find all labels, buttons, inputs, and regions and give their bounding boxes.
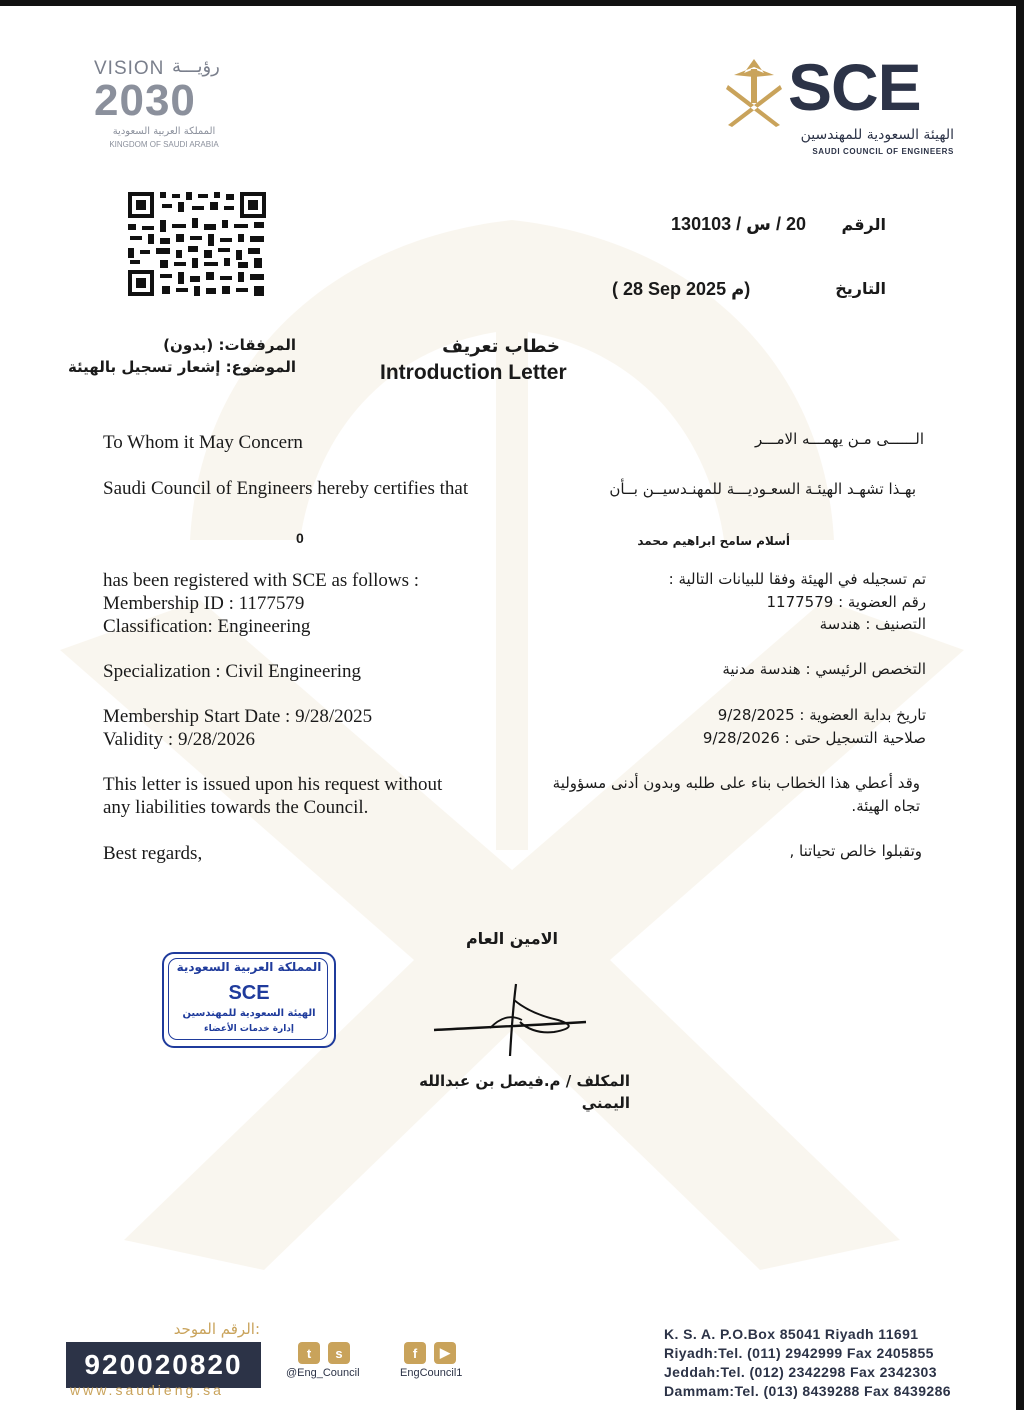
stamp-logo: SCE	[228, 982, 270, 1004]
palm-swords-icon	[724, 55, 784, 127]
issued-line2-ar: تجاه الهيئة.	[851, 797, 920, 815]
official-stamp	[162, 952, 336, 1048]
greeting-ar: الــــــى مـن يهمـــه الامـــر	[755, 430, 924, 448]
snapchat-icon[interactable]: s	[328, 1342, 350, 1364]
date-value: ( 28 Sep 2025 م)	[612, 279, 751, 299]
handwritten-signature	[430, 980, 590, 1064]
title-ar: خطاب تعريف	[442, 336, 560, 357]
unified-number-label: الرقم الموحد:	[173, 1320, 260, 1338]
contact-line: K. S. A. P.O.Box 85041 Riyadh 11691	[664, 1326, 919, 1342]
contact-line: Riyadh:Tel. (011) 2942999 Fax 2405855	[664, 1345, 934, 1361]
twitter-icon[interactable]: t	[298, 1342, 320, 1364]
greeting-en: To Whom it May Concern	[103, 432, 303, 453]
certifies-ar: بهـذا تشهـد الهيئـة السعـوديـــة للمهنـدسيــن بــأن	[609, 480, 916, 498]
classification-ar: التصنيف : هندسة	[819, 615, 926, 633]
signature-title: الامين العام	[465, 929, 558, 948]
name-en: 0	[296, 530, 304, 546]
reference-number-label: الرقم	[841, 215, 886, 234]
twitter-icons	[298, 1342, 350, 1364]
contact-block	[664, 1325, 964, 1401]
twitter-handle[interactable]: @Eng_Council	[286, 1367, 360, 1379]
issued-line1-en: This letter is issued upon his request without	[103, 774, 443, 795]
title-en: Introduction Letter	[380, 361, 567, 384]
facebook-handle[interactable]: EngCouncil1	[400, 1367, 463, 1379]
start-date-ar: تاريخ بداية العضوية : 9/28/2025	[717, 706, 926, 724]
stamp-line2: الهيئة السعودية للمهندسين	[182, 1008, 316, 1019]
sce-name-ar: الهيئة السعودية للمهندسين	[800, 127, 954, 143]
vision-title: VISION	[94, 58, 165, 79]
vision-kingdom-en: KINGDOM OF SAUDI ARABIA	[109, 140, 219, 149]
scan-border-top	[0, 0, 1024, 6]
youtube-icon[interactable]: ▶	[434, 1342, 456, 1364]
signer-name: المكلف / م.فيصل بن عبدالله اليمني	[419, 1072, 630, 1112]
certifies-en: Saudi Council of Engineers hereby certifies that	[103, 478, 469, 499]
contact-line: Jeddah:Tel. (012) 2342298 Fax 2342303	[664, 1364, 937, 1380]
sce-name-en: SAUDI COUNCIL OF ENGINEERS	[812, 147, 954, 156]
facebook-icons	[404, 1342, 456, 1364]
reference-number-value: 20 / س / 130103	[671, 214, 806, 234]
unified-number: 920020820	[66, 1342, 261, 1388]
attachments: المرفقات: (بدون)	[163, 336, 296, 354]
regards-en: Best regards,	[103, 843, 203, 864]
vision-2030-logo	[94, 58, 244, 153]
classification-en: Classification: Engineering	[103, 616, 311, 637]
website: www.saudieng.sa	[70, 1382, 224, 1398]
sce-logo-text: SCE	[788, 50, 921, 124]
issued-line2-en: any liabilities towards the Council.	[103, 797, 369, 818]
start-date-en: Membership Start Date : 9/28/2025	[103, 706, 373, 727]
vision-kingdom-ar: المملكة العربية السعودية	[112, 126, 216, 137]
qr-code	[126, 190, 268, 298]
registered-ar: تم تسجيله في الهيئة وفقا للبيانات التالية :	[668, 570, 926, 588]
stamp-line1: المملكة العربية السعودية	[176, 960, 322, 974]
membership-id-en: Membership ID : 1177579	[103, 593, 305, 614]
issued-line1-ar: وقد أعطي هذا الخطاب بناء على طلبه وبدون أدنى مسؤولية	[552, 774, 920, 792]
sce-logo	[724, 50, 964, 160]
regards-ar: وتقبلوا خالص تحياتنا ,	[789, 842, 922, 860]
validity-en: Validity : 9/28/2026	[103, 729, 255, 750]
specialization-en: Specialization : Civil Engineering	[103, 661, 362, 682]
date-label: التاريخ	[835, 279, 886, 298]
vision-year: 2030	[94, 76, 196, 125]
validity-ar: صلاحية التسجيل حتى : 9/28/2026	[702, 729, 926, 747]
membership-id-ar: رقم العضوية : 1177579	[766, 593, 926, 611]
registered-en: has been registered with SCE as follows :	[103, 570, 420, 591]
name-ar: أسلام سامح ابراهيم محمد	[637, 534, 790, 548]
contact-line: Dammam:Tel. (013) 8439288 Fax 8439286	[664, 1383, 951, 1399]
stamp-line3: إدارة خدمات الأعضاء	[203, 1024, 294, 1034]
subject: الموضوع: إشعار تسجيل بالهيئة	[67, 358, 296, 376]
facebook-icon[interactable]: f	[404, 1342, 426, 1364]
vision-title-ar: رؤيـــة	[172, 56, 220, 77]
specialization-ar: التخصص الرئيسي : هندسة مدنية	[722, 660, 926, 678]
